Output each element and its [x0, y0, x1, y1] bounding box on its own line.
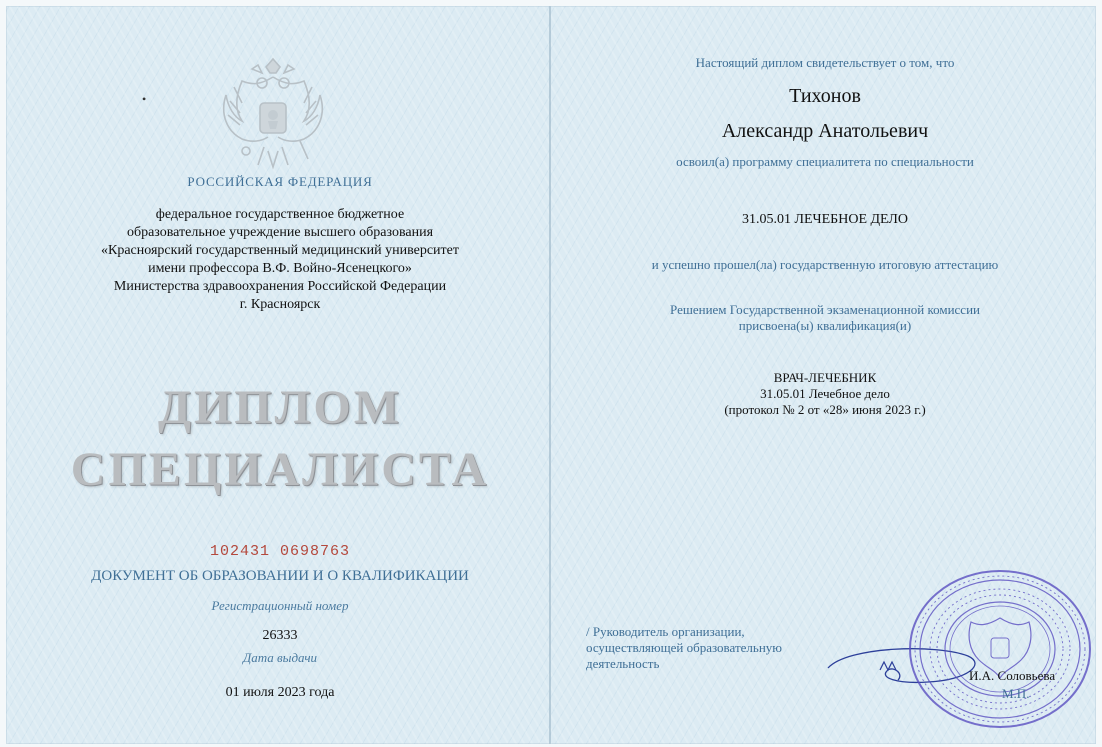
head-label-line: деятельность: [586, 656, 660, 671]
decision-line: Решением Государственной экзаменационной комиссии: [670, 302, 980, 317]
intro-text: Настоящий диплом свидетельствует о том, что: [695, 55, 955, 70]
institution-line: имени профессора В.Ф. Войно-Ясенецкого»: [148, 261, 412, 276]
coat-of-arms-icon: [212, 55, 334, 177]
document-type: ДОКУМЕНТ ОБ ОБРАЗОВАНИИ И О КВАЛИФИКАЦИИ: [91, 568, 469, 584]
institution-line: «Красноярский государственный медицинский университет: [101, 243, 459, 258]
attestation-text: и успешно прошел(ла) государственную итоговую аттестацию: [651, 257, 999, 272]
official-seal-icon: [905, 566, 1095, 732]
qualification-line: (протокол № 2 от «28» июня 2023 г.): [724, 402, 926, 417]
country-label: РОССИЙСКАЯ ФЕДЕРАЦИЯ: [187, 174, 373, 189]
signatory-name: И.А. Соловьева: [969, 668, 1056, 683]
commission-decision: [580, 302, 1070, 334]
registration-number: 26333: [262, 628, 298, 643]
institution-line: образовательное учреждение высшего образования: [126, 225, 434, 240]
graduate-surname: Тихонов: [789, 85, 861, 107]
specialty: 31.05.01 ЛЕЧЕБНОЕ ДЕЛО: [741, 212, 909, 227]
graduate-given-names: Александр Анатольевич: [721, 120, 929, 142]
issue-date: 01 июля 2023 года: [225, 685, 335, 700]
serial-number: 102431 0698763: [209, 543, 351, 560]
mastered-program-text: освоил(а) программу специалитета по специальности: [676, 154, 974, 169]
institution-line: Министерства здравоохранения Российской Федерации: [113, 279, 447, 294]
decision-line: присвоена(ы) квалификация(и): [738, 318, 912, 333]
small-mark: •: [142, 92, 147, 106]
diploma-title-line1: ДИПЛОМ: [157, 381, 403, 434]
seal-mark-label: М.П.: [1002, 686, 1030, 701]
diploma-title-line2: СПЕЦИАЛИСТА: [70, 443, 490, 496]
qualification-block: [580, 370, 1070, 418]
issue-date-label: Дата выдачи: [242, 650, 318, 665]
institution-line: федеральное государственное бюджетное: [155, 207, 405, 222]
registration-label: Регистрационный номер: [211, 598, 349, 613]
head-label-line: осуществляющей образовательную: [586, 640, 782, 655]
institution-line: г. Красноярск: [239, 297, 321, 312]
head-label-line: / Руководитель организации,: [586, 624, 745, 639]
head-of-organization-label: [586, 624, 782, 672]
qualification-line: ВРАЧ-ЛЕЧЕБНИК: [773, 370, 877, 385]
institution-block: [0, 206, 560, 314]
qualification-line: 31.05.01 Лечебное дело: [760, 386, 890, 401]
